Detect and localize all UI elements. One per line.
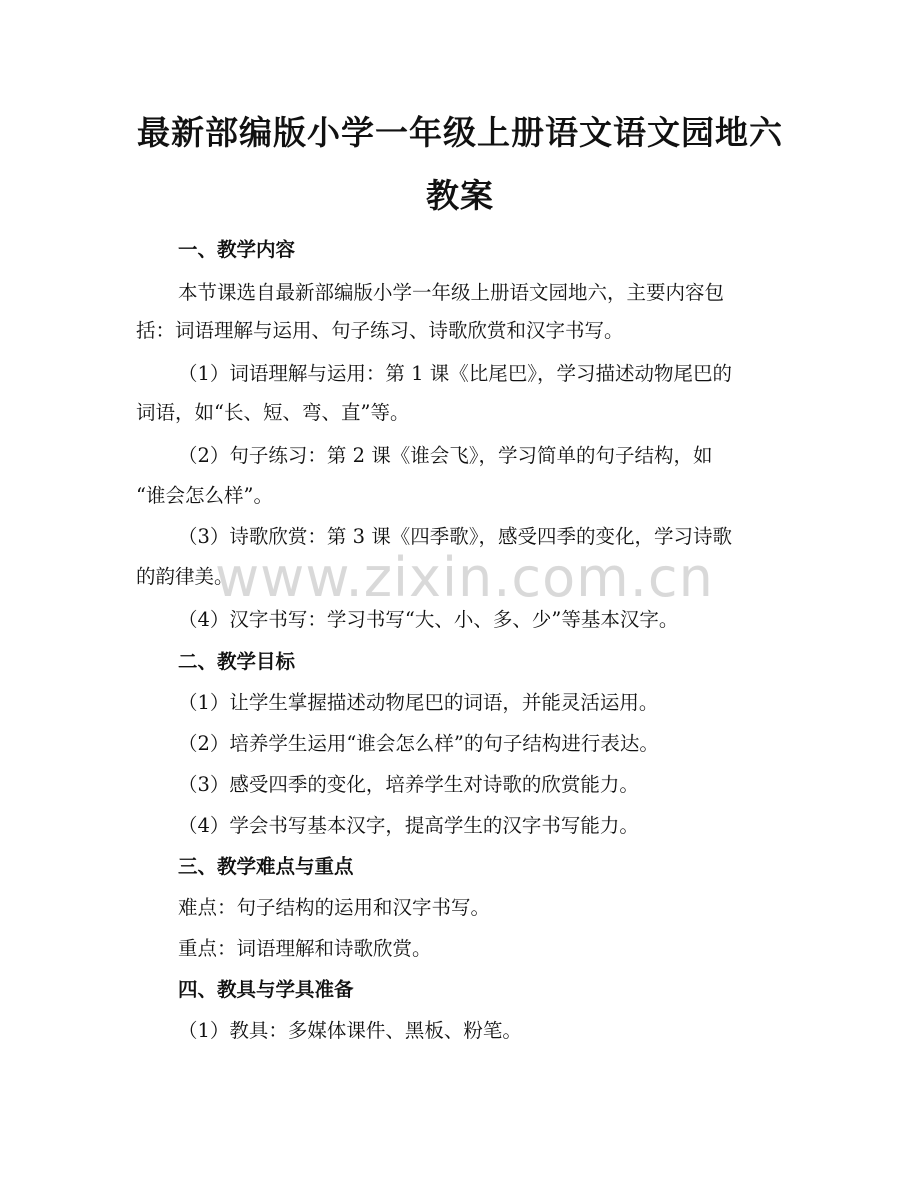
- section-heading-difficulties-key-points: 三、教学难点与重点: [178, 855, 354, 878]
- goal-item-3: （3）感受四季的变化，培养学生对诗歌的欣赏能力。: [178, 773, 639, 796]
- goal-item-2: （2）培养学生运用“谁会怎么样”的句子结构进行表达。: [178, 732, 659, 755]
- goal-item-4: （4）学会书写基本汉字，提高学生的汉字书写能力。: [178, 814, 639, 837]
- section-heading-teaching-goals: 二、教学目标: [178, 650, 296, 673]
- watermark: www.zixin.com.cn: [215, 546, 714, 609]
- content-item-4: （4）汉字书写：学习书写“大、小、多、少”等基本汉字。: [178, 608, 679, 631]
- section-heading-teaching-content: 一、教学内容: [178, 238, 296, 261]
- content-item-3-line-1: （3）诗歌欣赏：第 3 课《四季歌》，感受四季的变化，学习诗歌: [178, 525, 732, 548]
- paragraph-intro-line-1: 本节课选自最新部编版小学一年级上册语文园地六，主要内容包: [178, 281, 725, 304]
- key-point-text: 重点：词语理解和诗歌欣赏。: [178, 937, 432, 960]
- paragraph-intro-line-2: 括：词语理解与运用、句子练习、诗歌欣赏和汉字书写。: [136, 319, 624, 342]
- difficulty-text: 难点：句子结构的运用和汉字书写。: [178, 896, 491, 919]
- content-item-3-line-2: 的韵律美。: [136, 565, 234, 588]
- section-heading-teaching-aids: 四、教具与学具准备: [178, 978, 354, 1001]
- document-title-line-2: 教案: [426, 176, 494, 215]
- goal-item-1: （1）让学生掌握描述动物尾巴的词语，并能灵活运用。: [178, 691, 659, 714]
- document-title-line-1: 最新部编版小学一年级上册语文语文园地六: [137, 113, 783, 152]
- content-item-1-line-1: （1）词语理解与运用：第 1 课《比尾巴》，学习描述动物尾巴的: [178, 362, 732, 385]
- content-item-2-line-1: （2）句子练习：第 2 课《谁会飞》，学习简单的句子结构，如: [178, 444, 713, 467]
- content-item-2-line-2: “谁会怎么样”。: [136, 484, 273, 507]
- content-item-1-line-2: 词语，如“长、短、弯、直”等。: [136, 401, 410, 424]
- teaching-aid-item-1: （1）教具：多媒体课件、黑板、粉笔。: [178, 1019, 522, 1042]
